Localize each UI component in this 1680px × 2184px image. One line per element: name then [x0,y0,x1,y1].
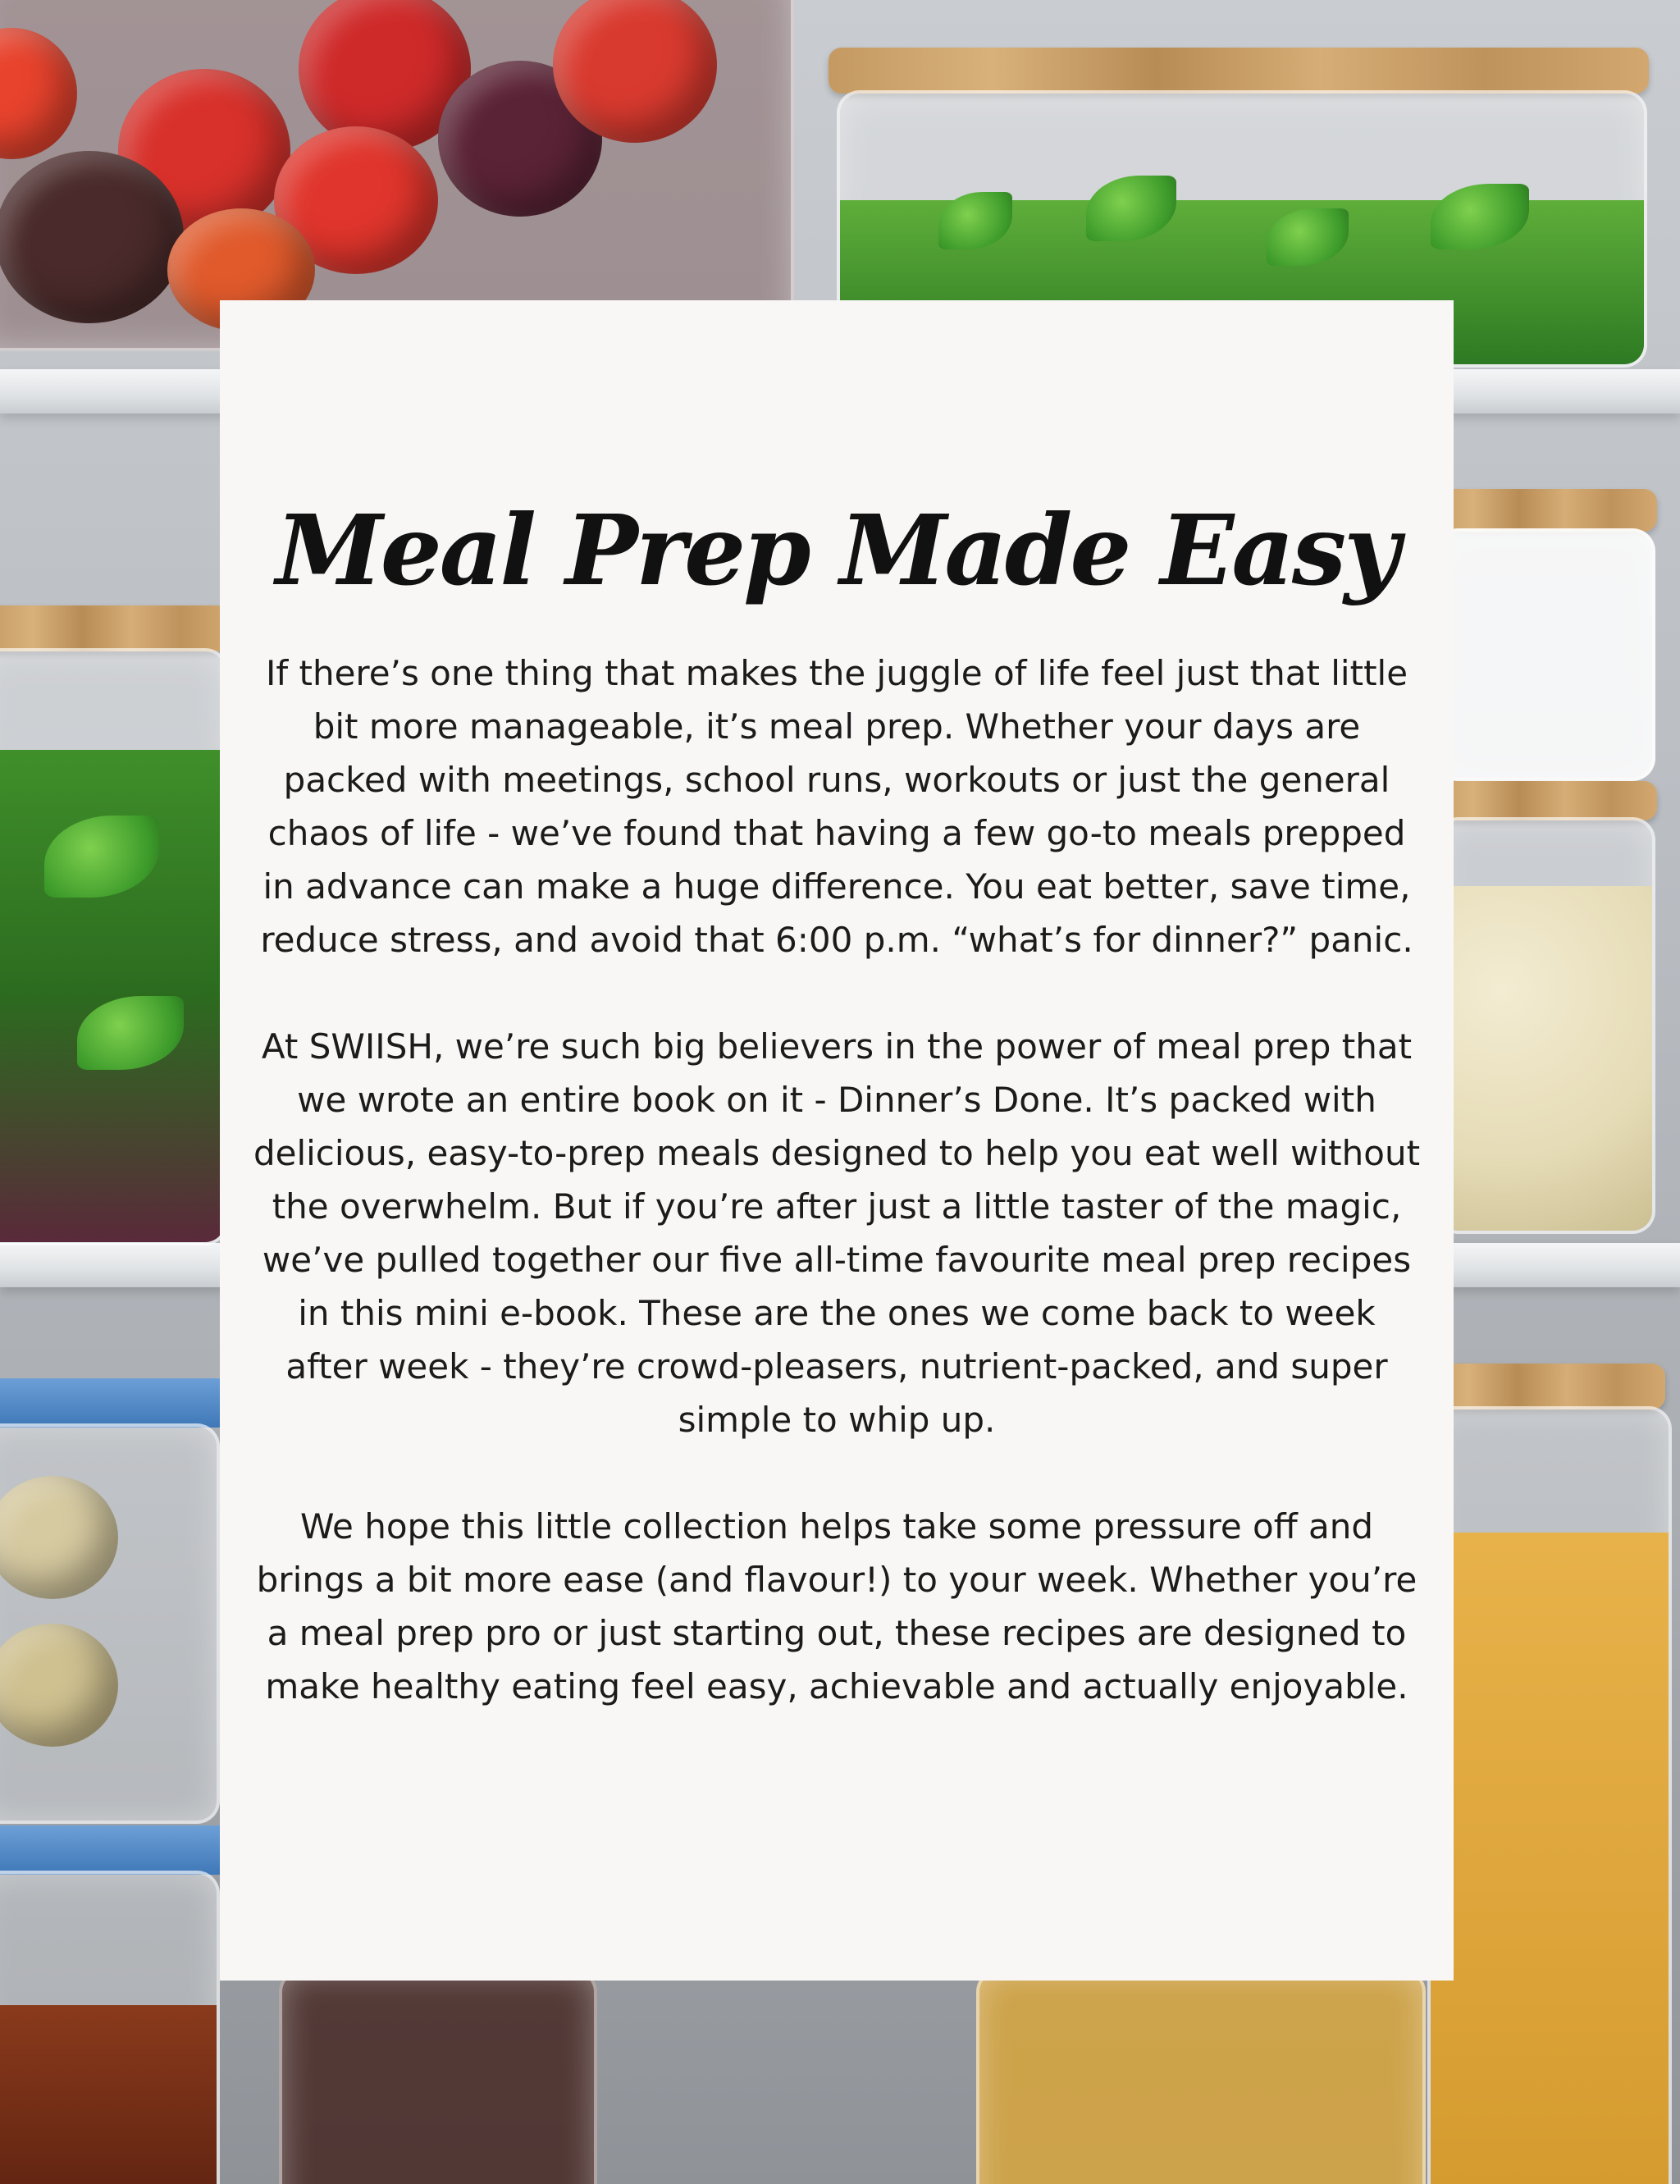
white-container [1436,528,1655,781]
intro-paragraph-2: At SWIISH, we’re such big believers in the power of meal prep that we wrote an entire book on it - Dinner’s Done. It’s packed with delicious, easy-to-prep meals designed to help you eat well without the overwhelm. But if you’re after just a little taster of the magic, we’ve pulled together our five all-time favourite meal prep recipes in this mini e-book. These are the ones we come back to week after week - they’re crowd-pleasers, nutrient-packed, and super simple to whip up. [253,1026,1421,1440]
grains-container [1436,817,1655,1234]
intro-paragraph-1: If there’s one thing that makes the juggle of life feel just that little bit more manageable, it’s meal prep. Whether your days are packed with meetings, school runs, workouts or just the general chaos of life - we’ve found that having a few go-to meals prepped in advance can make a huge difference. You eat better, save time, reduce stress, and avoid that 6:00 p.m. “what’s for dinner?” panic. [260,652,1413,960]
salad-jar [0,648,228,1245]
bamboo-lid [1427,489,1657,532]
page-title: Meal Prep Made Easy [276,493,1398,607]
blue-lid [0,1825,230,1875]
golden-soup-jar [976,1969,1426,2184]
tomato-jar [0,0,794,351]
bamboo-lid [1427,781,1657,820]
bamboo-lid [1419,1364,1665,1410]
bamboo-lid [829,48,1649,94]
bamboo-lid [0,605,230,651]
soup-jar [1427,1406,1672,2184]
meatball-container [0,1423,220,1824]
intro-paragraph-3: We hope this little collection helps take some pressure off and brings a bit more ease (and flavour!) to your week. Whether you’re a meal prep pro or just starting out, these recipes are designed to make healthy eating feel easy, achievable and actually enjoyable. [256,1505,1418,1707]
intro-card [220,300,1454,1981]
blue-lid [0,1378,230,1428]
dark-sauce-jar [279,1969,597,2184]
sauce-container [0,1871,220,2184]
